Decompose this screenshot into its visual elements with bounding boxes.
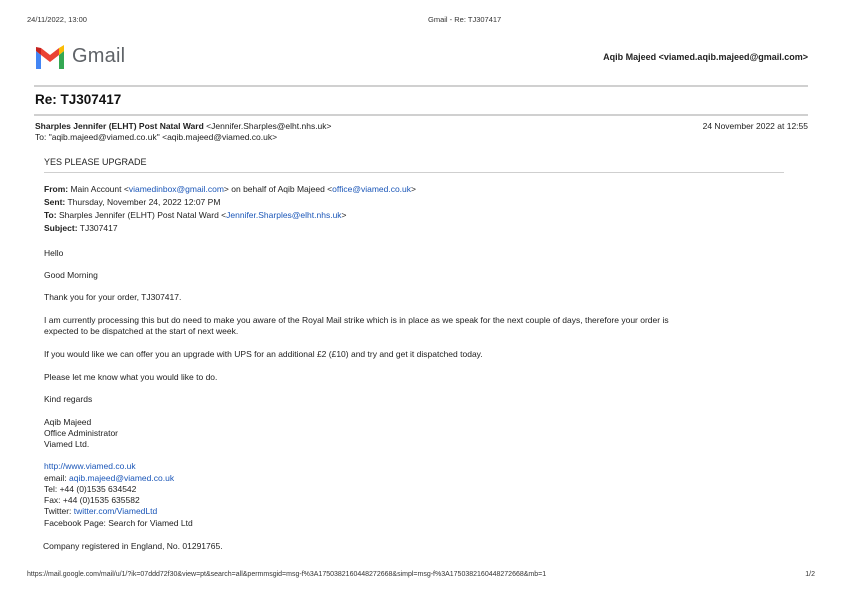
from-email-link[interactable]: viamedinbox@gmail.com	[128, 184, 224, 194]
twitter-link[interactable]: twitter.com/ViamedLtd	[73, 506, 158, 516]
signature-fax: Fax: +44 (0)1535 635582	[44, 495, 140, 505]
print-tab-title: Gmail - Re: TJ307417	[428, 15, 502, 24]
divider-subject	[34, 114, 808, 116]
para-upgrade: If you would like we can offer you an upgrade with UPS for an additional £2 (£10) and try and get it dispatched today.	[44, 349, 483, 359]
quoted-subject: Subject: TJ307417	[44, 223, 118, 233]
to-email-link[interactable]: Jennifer.Sharples@elht.nhs.uk	[226, 210, 342, 220]
company-registration: Company registered in England, No. 01291765.	[43, 541, 223, 551]
quoted-from: From: Main Account <viamedinbox@gmail.com> on behalf of Aqib Majeed <office@viamed.co.uk>	[44, 184, 416, 194]
account-label: Aqib Majeed <viamed.aqib.majeed@gmail.com>	[603, 52, 808, 62]
greeting-morning: Good Morning	[44, 270, 98, 280]
signature-email: email: aqib.majeed@viamed.co.uk	[44, 473, 175, 483]
print-footer-url: https://mail.google.com/mail/u/1/?ik=07ddd72f30&view=pt&search=all&permmsgid=msg-f%3A1750382160448272668&simpl=msg-f%3A1750382160448272668&mb=1	[27, 571, 547, 578]
signature-title: Office Administrator	[44, 428, 119, 438]
signature-email-link[interactable]: aqib.majeed@viamed.co.uk	[69, 473, 175, 483]
divider-top	[34, 85, 808, 87]
greeting-hello: Hello	[44, 248, 64, 258]
print-datetime: 24/11/2022, 13:00	[27, 15, 87, 24]
signature-facebook: Facebook Page: Search for Viamed Ltd	[44, 518, 193, 528]
gmail-m-icon	[34, 45, 66, 69]
para-strike-line1: I am currently processing this but do need to make you aware of the Royal Mail strike which is in place as we speak for the next couple of days, therefore your order is	[44, 315, 669, 325]
message-date: 24 November 2022 at 12:55	[702, 121, 808, 131]
signature-website-link[interactable]: http://www.viamed.co.uk	[44, 461, 136, 471]
quote-divider	[44, 172, 784, 173]
sender-email: <Jennifer.Sharples@elht.nhs.uk>	[206, 121, 332, 131]
message-to-line: To: "aqib.majeed@viamed.co.uk" <aqib.majeed@viamed.co.uk>	[35, 132, 278, 142]
quoted-sent: Sent: Thursday, November 24, 2022 12:07 PM	[44, 197, 221, 207]
quoted-to: To: Sharples Jennifer (ELHT) Post Natal Ward <Jennifer.Sharples@elht.nhs.uk>	[44, 210, 347, 220]
kind-regards: Kind regards	[44, 394, 93, 404]
signature-twitter: Twitter: twitter.com/ViamedLtd	[44, 506, 158, 516]
signature-tel: Tel: +44 (0)1535 634542	[44, 484, 137, 494]
print-page-number: 1/2	[805, 571, 815, 578]
para-let-me-know: Please let me know what you would like to do.	[44, 372, 218, 382]
para-strike-line2: expected to be dispatched at the start of next week.	[44, 326, 239, 336]
gmail-wordmark: Gmail	[72, 45, 126, 67]
signature-company: Viamed Ltd.	[44, 439, 90, 449]
gmail-logo	[34, 44, 134, 70]
thread-subject: Re: TJ307417	[35, 92, 122, 107]
para-thanks: Thank you for your order, TJ307417.	[44, 292, 182, 302]
message-sender	[35, 121, 332, 131]
sender-name: Sharples Jennifer (ELHT) Post Natal Ward	[35, 121, 204, 131]
reply-text: YES PLEASE UPGRADE	[44, 157, 147, 167]
from-email2-link[interactable]: office@viamed.co.uk	[332, 184, 412, 194]
signature-name: Aqib Majeed	[44, 417, 92, 427]
